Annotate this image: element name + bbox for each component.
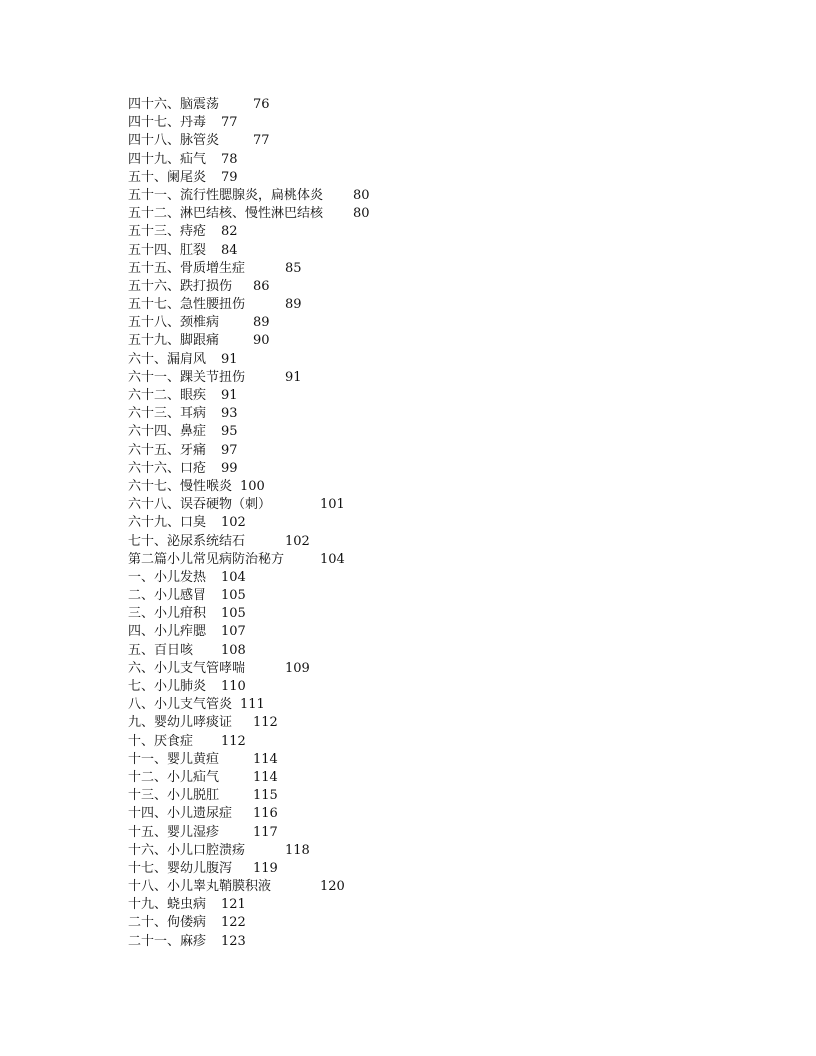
toc-entry-title: 六十四、鼻症 [128, 424, 207, 440]
toc-entry-page-number: 79 [221, 169, 238, 185]
toc-entry[interactable] [128, 460, 728, 478]
toc-entry-page-number: 91 [285, 369, 302, 385]
toc-entry-page-number: 77 [221, 115, 238, 131]
toc-entry[interactable] [128, 351, 728, 369]
toc-entry-title: 四、小儿痄腮 [128, 624, 207, 640]
toc-entry-page-number: 76 [253, 97, 270, 112]
toc-entry-title: 六、小儿支气管哮喘 [128, 660, 246, 676]
toc-entry-page-number: 102 [221, 515, 246, 531]
toc-entry-title: 六十九、口臭 [128, 515, 207, 531]
toc-entry[interactable] [128, 805, 728, 823]
toc-entry[interactable] [128, 896, 728, 914]
toc-entry-title: 二十一、麻疹 [128, 933, 207, 949]
toc-entry[interactable] [128, 242, 728, 260]
toc-entry[interactable] [128, 387, 728, 405]
toc-entry[interactable] [128, 223, 728, 241]
toc-entry[interactable] [128, 260, 728, 278]
toc-entry[interactable] [128, 751, 728, 769]
toc-entry[interactable] [128, 296, 728, 314]
toc-entry-title: 六十一、踝关节扭伤 [128, 369, 246, 385]
toc-entry-page-number: 84 [221, 242, 238, 258]
toc-entry[interactable] [128, 660, 728, 678]
toc-entry-title: 四十七、丹毒 [128, 115, 207, 131]
toc-entry[interactable] [128, 824, 728, 842]
toc-entry-page-number: 111 [240, 697, 265, 713]
toc-entry[interactable] [128, 96, 728, 114]
toc-entry-title: 十四、小儿遗尿症 [128, 806, 233, 822]
toc-entry-title: 五十、阑尾炎 [128, 169, 207, 185]
toc-entry-page-number: 114 [253, 751, 278, 767]
toc-entry-page-number: 99 [221, 460, 238, 476]
toc-entry-title: 六十、漏肩风 [128, 351, 207, 367]
toc-entry-page-number: 82 [221, 224, 238, 240]
toc-entry-page-number: 104 [221, 569, 246, 585]
toc-entry[interactable] [128, 787, 728, 805]
toc-entry[interactable] [128, 714, 728, 732]
table-of-contents [128, 96, 728, 951]
toc-entry-page-number: 119 [253, 860, 278, 876]
toc-entry-page-number: 85 [285, 260, 302, 276]
toc-entry[interactable] [128, 769, 728, 787]
toc-entry[interactable] [128, 642, 728, 660]
toc-entry-title: 五十六、跌打损伤 [128, 278, 233, 294]
toc-entry-page-number: 112 [253, 715, 278, 731]
toc-entry[interactable] [128, 678, 728, 696]
toc-entry[interactable] [128, 314, 728, 332]
toc-entry-title: 七、小儿肺炎 [128, 679, 207, 694]
toc-entry-title: 五十八、颈椎病 [128, 315, 220, 331]
toc-entry-title: 五十四、肛裂 [128, 242, 207, 258]
toc-entry-page-number: 97 [221, 442, 238, 458]
toc-entry[interactable] [128, 914, 728, 932]
toc-entry-page-number: 109 [285, 660, 310, 676]
toc-entry-page-number: 121 [221, 897, 246, 913]
toc-entry[interactable] [128, 569, 728, 587]
toc-entry-page-number: 117 [253, 824, 278, 840]
toc-entry-page-number: 86 [253, 278, 270, 294]
toc-entry[interactable] [128, 205, 728, 223]
toc-entry-title: 六十八、误吞硬物（刺） [128, 497, 272, 513]
toc-entry-title: 四十九、疝气 [128, 151, 207, 167]
toc-entry-page-number: 101 [320, 497, 345, 513]
toc-entry[interactable] [128, 605, 728, 623]
toc-entry-title: 十九、蛲虫病 [128, 897, 207, 913]
toc-entry-page-number: 104 [320, 551, 345, 567]
toc-entry-title: 五十九、脚跟痛 [128, 333, 220, 349]
toc-entry[interactable] [128, 442, 728, 460]
toc-entry-page-number: 105 [221, 606, 246, 622]
toc-entry-title: 十三、小儿脱肛 [128, 788, 220, 804]
toc-entry-title: 十二、小儿疝气 [128, 769, 220, 785]
toc-entry-page-number: 80 [353, 187, 370, 203]
toc-entry-title: 五十三、痔疮 [128, 224, 207, 240]
toc-entry-page-number: 123 [221, 933, 246, 949]
toc-entry-page-number: 116 [253, 806, 278, 822]
toc-entry-title: 六十六、口疮 [128, 460, 207, 476]
toc-entry[interactable] [128, 587, 728, 605]
toc-entry-title: 十六、小儿口腔溃疡 [128, 842, 246, 858]
toc-entry-title: 八、小儿支气管炎 [128, 697, 233, 713]
toc-entry-page-number: 107 [221, 624, 246, 640]
toc-entry-title: 六十三、耳病 [128, 406, 207, 422]
toc-entry[interactable] [128, 860, 728, 878]
toc-entry-page-number: 89 [285, 297, 302, 313]
toc-entry[interactable] [128, 496, 728, 514]
toc-entry-title: 一、小儿发热 [128, 569, 207, 585]
toc-entry-title: 十七、婴幼儿腹泻 [128, 860, 233, 876]
toc-entry[interactable] [128, 878, 728, 896]
toc-entry[interactable] [128, 132, 728, 150]
toc-entry[interactable] [128, 842, 728, 860]
toc-entry-title: 二十、佝偻病 [128, 915, 207, 931]
toc-entry-title: 十八、小儿睾丸鞘膜积液 [128, 879, 272, 895]
toc-entry[interactable] [128, 278, 728, 296]
toc-entry-title: 五十五、骨质增生症 [128, 260, 246, 276]
toc-entry[interactable] [128, 332, 728, 350]
toc-entry-page-number: 77 [253, 133, 270, 149]
toc-entry-page-number: 105 [221, 588, 246, 604]
toc-entry-page-number: 102 [285, 533, 310, 549]
toc-entry-page-number: 114 [253, 769, 278, 785]
toc-entry-page-number: 100 [240, 478, 265, 494]
toc-entry-title: 六十五、牙痛 [128, 442, 207, 458]
toc-entry[interactable] [128, 514, 728, 532]
toc-entry[interactable] [128, 623, 728, 641]
toc-entry-title: 五十七、急性腰扭伤 [128, 297, 246, 313]
toc-entry-page-number: 78 [221, 151, 238, 167]
toc-entry-page-number: 89 [253, 315, 270, 331]
toc-entry-title: 五十二、淋巴结核、慢性淋巴结核 [128, 206, 324, 222]
toc-entry-page-number: 112 [221, 733, 246, 749]
toc-entry-title: 五十一、流行性腮腺炎，扁桃体炎 [128, 187, 324, 203]
toc-entry-page-number: 110 [221, 679, 246, 694]
toc-entry[interactable] [128, 696, 728, 714]
toc-entry-title: 四十八、脉管炎 [128, 133, 220, 149]
toc-entry-page-number: 120 [320, 879, 345, 895]
toc-entry-title: 十、厌食症 [128, 733, 194, 749]
toc-entry[interactable] [128, 733, 728, 751]
toc-entry-title: 五、百日咳 [128, 642, 194, 658]
toc-entry-title: 二、小儿感冒 [128, 588, 207, 604]
toc-entry[interactable] [128, 478, 728, 496]
toc-entry-title: 十一、婴儿黄疸 [128, 751, 220, 767]
toc-entry-page-number: 80 [353, 206, 370, 222]
toc-entry[interactable] [128, 405, 728, 423]
toc-entry-page-number: 91 [221, 388, 238, 403]
toc-entry[interactable] [128, 423, 728, 441]
toc-entry-page-number: 91 [221, 351, 238, 367]
toc-entry[interactable] [128, 187, 728, 205]
toc-entry-page-number: 122 [221, 915, 246, 931]
toc-entry-title: 三、小儿疳积 [128, 606, 207, 622]
toc-entry-page-number: 93 [221, 406, 238, 422]
toc-entry-title: 四十六、脑震荡 [128, 97, 220, 112]
toc-entry[interactable] [128, 114, 728, 132]
toc-entry-title: 六十七、慢性喉炎 [128, 478, 233, 494]
toc-entry-title: 六十二、眼疾 [128, 388, 207, 403]
toc-entry-title: 七十、泌尿系统结石 [128, 533, 246, 549]
toc-entry-page-number: 95 [221, 424, 238, 440]
toc-entry-title: 十五、婴儿湿疹 [128, 824, 220, 840]
toc-entry-title: 第二篇小儿常见病防治秘方 [128, 551, 285, 567]
toc-entry[interactable] [128, 369, 728, 387]
toc-entry[interactable] [128, 933, 728, 951]
toc-entry-page-number: 118 [285, 842, 310, 858]
toc-entry-page-number: 90 [253, 333, 270, 349]
toc-entry-page-number: 115 [253, 788, 278, 804]
toc-entry[interactable] [128, 151, 728, 169]
toc-entry-title: 九、婴幼儿哮痰证 [128, 715, 233, 731]
toc-entry-page-number: 108 [221, 642, 246, 658]
toc-entry[interactable] [128, 533, 728, 551]
toc-entry[interactable] [128, 551, 728, 569]
toc-entry[interactable] [128, 169, 728, 187]
